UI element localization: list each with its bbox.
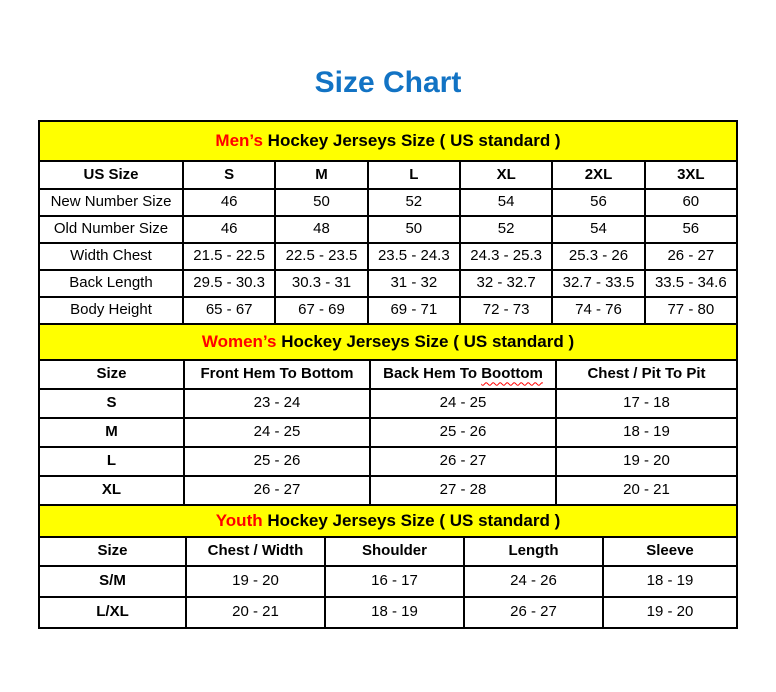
value-cell: 52 — [460, 216, 552, 243]
value-cell: 74 - 76 — [552, 297, 644, 324]
table-row — [39, 447, 737, 476]
value-cell: 29.5 - 30.3 — [183, 270, 275, 297]
column-header-cell: 2XL — [552, 161, 644, 189]
column-header-cell: XL — [460, 161, 552, 189]
value-cell: 26 - 27 — [645, 243, 737, 270]
value-cell: 26 - 27 — [464, 597, 603, 628]
value-cell: 20 - 21 — [186, 597, 325, 628]
row-label-cell: S/M — [39, 566, 186, 597]
youth-section-header-cell — [39, 505, 737, 537]
table-row — [39, 389, 737, 418]
value-cell: 24 - 25 — [184, 418, 370, 447]
womens-size-table — [38, 323, 738, 506]
column-header-cell: Front Hem To Bottom — [184, 360, 370, 389]
value-cell: 22.5 - 23.5 — [275, 243, 367, 270]
mens-section-header — [39, 121, 737, 161]
value-cell: 50 — [368, 216, 460, 243]
value-cell: 24 - 25 — [370, 389, 556, 418]
womens-section-header — [39, 324, 737, 360]
column-header-cell: Length — [464, 537, 603, 566]
value-cell: 23 - 24 — [184, 389, 370, 418]
value-cell: 31 - 32 — [368, 270, 460, 297]
value-cell: 21.5 - 22.5 — [183, 243, 275, 270]
page-title: Size Chart — [314, 66, 462, 99]
mens-column-header-row — [39, 161, 737, 189]
value-cell: 67 - 69 — [275, 297, 367, 324]
mens-section-header-cell — [39, 121, 737, 161]
misspelled-word: Boottom — [481, 365, 543, 383]
value-cell: 46 — [183, 189, 275, 216]
row-label-cell: M — [39, 418, 184, 447]
table-row — [39, 243, 737, 270]
value-cell: 17 - 18 — [556, 389, 737, 418]
column-header-cell: US Size — [39, 161, 183, 189]
value-cell: 16 - 17 — [325, 566, 464, 597]
column-header-cell: M — [275, 161, 367, 189]
row-label-cell: XL — [39, 476, 184, 505]
value-cell: 52 — [368, 189, 460, 216]
value-cell: 20 - 21 — [556, 476, 737, 505]
value-cell: 19 - 20 — [186, 566, 325, 597]
row-label-cell: New Number Size — [39, 189, 183, 216]
value-cell: 18 - 19 — [556, 418, 737, 447]
column-header-text: Back Hem To — [383, 365, 478, 383]
mens-size-table — [38, 120, 738, 325]
value-cell: 26 - 27 — [370, 447, 556, 476]
table-row — [39, 189, 737, 216]
column-header-cell — [370, 360, 556, 389]
value-cell: 69 - 71 — [368, 297, 460, 324]
value-cell: 72 - 73 — [460, 297, 552, 324]
value-cell: 25 - 26 — [370, 418, 556, 447]
value-cell: 24 - 26 — [464, 566, 603, 597]
size-chart-container — [38, 120, 738, 629]
table-row — [39, 597, 737, 628]
row-label-cell: S — [39, 389, 184, 418]
value-cell: 56 — [552, 189, 644, 216]
youth-section-header — [39, 505, 737, 537]
row-label-cell: L/XL — [39, 597, 186, 628]
value-cell: 32 - 32.7 — [460, 270, 552, 297]
value-cell: 19 - 20 — [603, 597, 737, 628]
value-cell: 50 — [275, 189, 367, 216]
mens-header-label: Hockey Jerseys Size ( US standard ) — [262, 130, 561, 150]
value-cell: 48 — [275, 216, 367, 243]
value-cell: 27 - 28 — [370, 476, 556, 505]
column-header-cell: Chest / Width — [186, 537, 325, 566]
value-cell: 60 — [645, 189, 737, 216]
value-cell: 54 — [552, 216, 644, 243]
table-row — [39, 216, 737, 243]
value-cell: 77 - 80 — [645, 297, 737, 324]
column-header-cell: Shoulder — [325, 537, 464, 566]
womens-header-label: Hockey Jerseys Size ( US standard ) — [276, 331, 575, 351]
column-header-cell: L — [368, 161, 460, 189]
column-header-cell: Size — [39, 537, 186, 566]
row-label-cell: Body Height — [39, 297, 183, 324]
row-label-cell: Width Chest — [39, 243, 183, 270]
value-cell: 25.3 - 26 — [552, 243, 644, 270]
column-header-cell: Chest / Pit To Pit — [556, 360, 737, 389]
column-header-cell: Sleeve — [603, 537, 737, 566]
table-row — [39, 566, 737, 597]
womens-section-header-cell — [39, 324, 737, 360]
value-cell: 23.5 - 24.3 — [368, 243, 460, 270]
value-cell: 25 - 26 — [184, 447, 370, 476]
youth-accent-label: Youth — [215, 510, 263, 530]
row-label-cell: Back Length — [39, 270, 183, 297]
value-cell: 33.5 - 34.6 — [645, 270, 737, 297]
womens-accent-label: Women’s — [201, 331, 277, 351]
youth-column-header-row — [39, 537, 737, 566]
womens-column-header-row — [39, 360, 737, 389]
value-cell: 24.3 - 25.3 — [460, 243, 552, 270]
value-cell: 18 - 19 — [325, 597, 464, 628]
table-row — [39, 270, 737, 297]
value-cell: 54 — [460, 189, 552, 216]
column-header-cell: S — [183, 161, 275, 189]
table-row — [39, 418, 737, 447]
column-header-cell: 3XL — [645, 161, 737, 189]
value-cell: 26 - 27 — [184, 476, 370, 505]
mens-accent-label: Men’s — [215, 130, 263, 150]
value-cell: 46 — [183, 216, 275, 243]
value-cell: 18 - 19 — [603, 566, 737, 597]
youth-header-label: Hockey Jerseys Size ( US standard ) — [262, 510, 561, 530]
value-cell: 32.7 - 33.5 — [552, 270, 644, 297]
value-cell: 65 - 67 — [183, 297, 275, 324]
table-row — [39, 476, 737, 505]
value-cell: 19 - 20 — [556, 447, 737, 476]
value-cell: 30.3 - 31 — [275, 270, 367, 297]
row-label-cell: Old Number Size — [39, 216, 183, 243]
row-label-cell: L — [39, 447, 184, 476]
table-row — [39, 297, 737, 324]
youth-size-table — [38, 504, 738, 629]
value-cell: 56 — [645, 216, 737, 243]
column-header-cell: Size — [39, 360, 184, 389]
